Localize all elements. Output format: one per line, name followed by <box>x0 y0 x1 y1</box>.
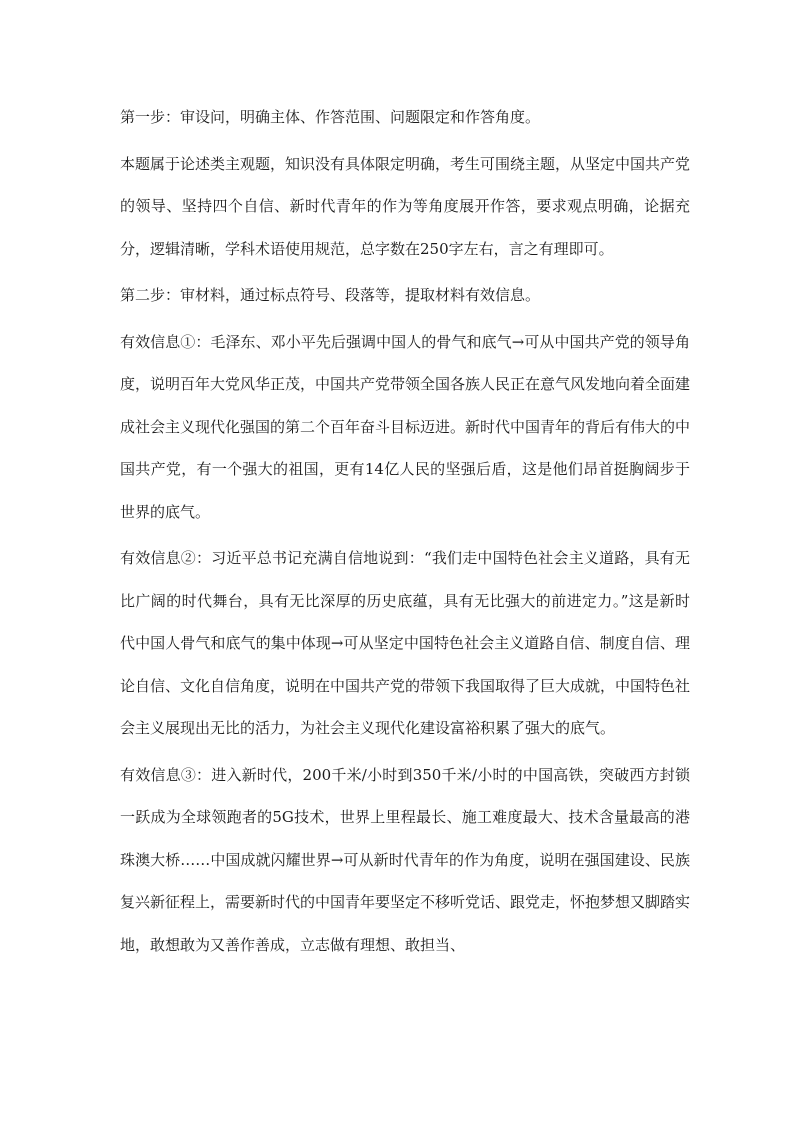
effective-info-3: 有效信息③：进入新时代，200千米/小时到350千米/小时的中国高铁，突破西方封锁一跃成为全球领跑者的5G技术，世界上里程最长、施工难度最大、技术含量最高的港珠澳大桥……中国成就闪耀世界→可从新时代青年的作为角度，说明在强国建设、民族复兴新征程上，需要新时代的中国青年要坚定不移听党话、跟党走，怀抱梦想又脚踏实地，敢想敢为又善作善成，立志做有理想、敢担当、 <box>120 765 691 954</box>
document-body <box>120 96 690 970</box>
step-one-heading: 第一步：审设问，明确主体、作答范围、问题限定和作答角度。 <box>120 108 541 126</box>
effective-info-2: 有效信息②：习近平总书记充满自信地说到：“我们走中国特色社会主义道路，具有无比广阔的时代舞台，具有无比深厚的历史底蕴，具有无比强大的前进定力。”这是新时代中国人骨气和底气的集中体现→可从坚定中国特色社会主义道路自信、制度自信、理论自信、文化自信角度，说明在中国共产党的带领下我国取得了巨大成就，中国特色社会主义展现出无比的活力，为社会主义现代化建设富裕积累了强大的底气。 <box>120 549 691 737</box>
step-one-explanation: 本题属于论述类主观题，知识没有具体限定明确，考生可围绕主题，从坚定中国共产党的领导、坚持四个自信、新时代青年的作为等角度展开作答，要求观点明确，论据充分，逻辑清晰，学科术语使用规范，总字数在250字左右，言之有理即可。 <box>120 154 691 258</box>
step-two-heading: 第二步：审材料，通过标点符号、段落等，提取材料有效信息。 <box>120 286 541 304</box>
effective-info-1: 有效信息①：毛泽东、邓小平先后强调中国人的骨气和底气→可从中国共产党的领导角度，说明百年大党风华正茂，中国共产党带领全国各族人民正在意气风发地向着全面建成社会主义现代化强国的第二个百年奋斗目标迈进。新时代中国青年的背后有伟大的中国共产党，有一个强大的祖国，更有14亿人民的坚强后盾，这是他们昂首挺胸阔步于世界的底气。 <box>120 332 691 521</box>
